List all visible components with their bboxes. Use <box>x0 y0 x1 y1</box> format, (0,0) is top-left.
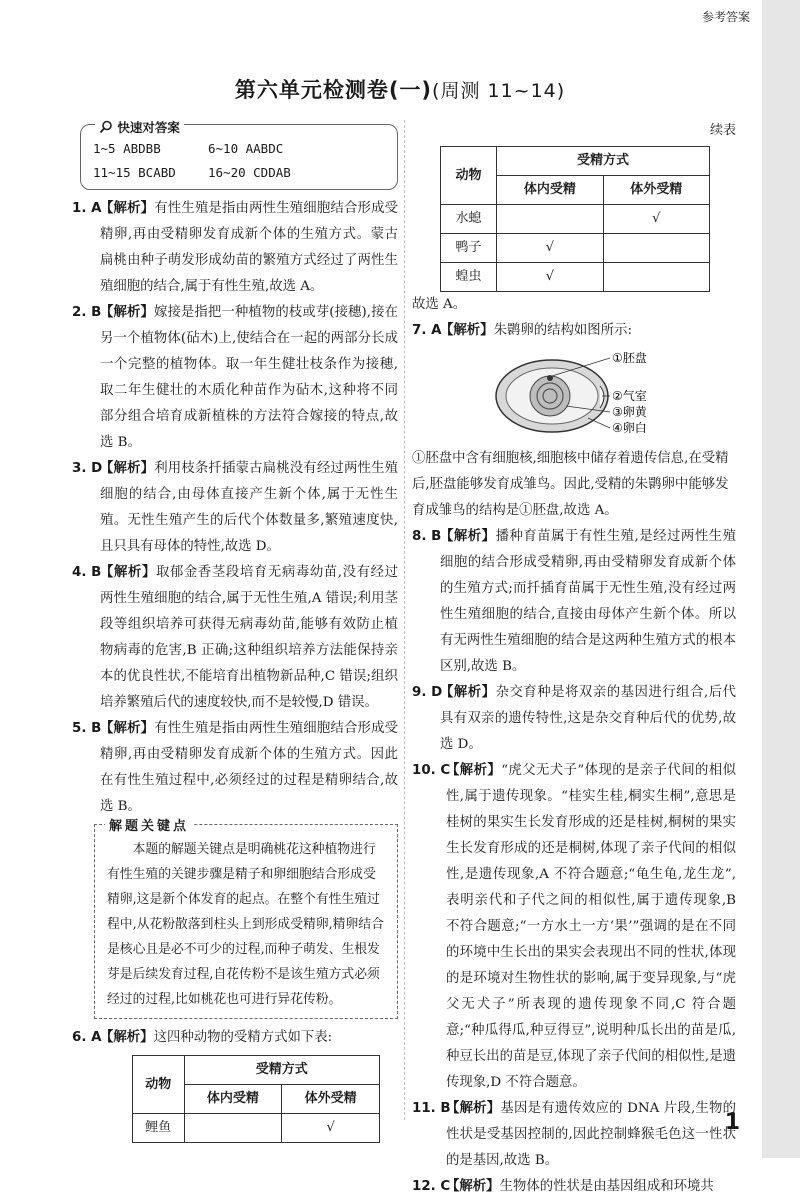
table-conclusion: 故选 A。 <box>412 297 467 312</box>
table-header-animal: 动物 <box>441 147 497 205</box>
table-cell-internal <box>497 205 603 234</box>
table-cell-animal: 鲤鱼 <box>133 1114 185 1143</box>
answer-item-9 <box>412 680 736 758</box>
item-text: 基因是有遗传效应的 DNA 片段,生物的性状是受基因控制的,因此控制蜂猴毛色这一性状的是基因,故选 B。 <box>446 1101 736 1168</box>
item-text: 朱鹮卵的结构如图所示: <box>493 323 632 338</box>
item-number: 11. B <box>412 1101 451 1116</box>
answer-item-10 <box>412 758 736 1096</box>
page-number: 1 <box>724 1110 740 1135</box>
table-cell-animal: 鸭子 <box>441 234 497 263</box>
analysis-tag: 【解析】 <box>100 305 154 320</box>
table-cell-internal <box>184 1114 282 1143</box>
table-header-external: 体外受精 <box>603 176 709 205</box>
table-cell-animal: 蝗虫 <box>441 263 497 292</box>
analysis-tag: 【解析】 <box>446 1179 500 1194</box>
quick-answer-box <box>80 120 398 190</box>
answer-range: 1~5 ABDBB <box>93 141 161 156</box>
table-cell-internal: √ <box>497 234 603 263</box>
answer-range: 6~10 AABDC <box>208 141 284 156</box>
fertilization-table <box>132 1055 380 1143</box>
item-number: 10. C <box>412 763 451 778</box>
item-text: 取郁金香茎段培育无病毒幼苗,没有经过两性生殖细胞的结合,属于无性生殖,A 错误;利用茎段等组织培养可获得无病毒幼苗,能够有效防止植物病毒的危害,B 正确;这种组织培养方法能保持亲本的优良性状,不能培育出植物新品种,C 错误;组织培养繁殖后代的速度较快,而不是较慢,D 错误。 <box>100 565 398 710</box>
egg-yolk <box>530 376 570 416</box>
answer-item-2 <box>72 300 398 456</box>
title-sub: (周测 11~14) <box>432 80 566 102</box>
label-germinal-disc: ①胚盘 <box>612 351 647 365</box>
table-cell-external: √ <box>282 1114 380 1143</box>
analysis-tag: 【解析】 <box>100 1030 154 1045</box>
fertilization-table-continued <box>440 146 710 292</box>
answer-item-4 <box>72 560 398 716</box>
table-cell-internal: √ <box>497 263 603 292</box>
analysis-tag: 【解析】 <box>100 201 155 216</box>
answer-item-1 <box>72 196 398 300</box>
label-albumen: ④卵白 <box>612 421 647 435</box>
item-number: 6. A <box>72 1030 102 1045</box>
egg-structure-figure <box>492 348 692 440</box>
key-point-text: 本题的解题关键点是明确桃花这种植物进行有性生殖的关键步骤是精子和卵细胞结合形成受精卵,这是新个体发育的起点。在整个有性生殖过程中,从花粉散落到柱头上到形成受精卵,精卵结合是核心且是必不可少的过程,而种子萌发、生根发芽是后续发育过程,自花传粉不是该生殖方式必须经过的过程,比如桃花也可进行异花传粉。 <box>107 842 384 1007</box>
table-row <box>441 234 710 263</box>
item-number: 3. D <box>72 461 103 476</box>
analysis-tag: 【解析】 <box>440 529 496 544</box>
answer-range: 16~20 CDDAB <box>208 165 291 180</box>
answer-item-11 <box>412 1096 736 1174</box>
table-cell-external <box>603 263 709 292</box>
item-number: 7. A <box>412 323 442 338</box>
quick-answer-grid <box>93 137 385 185</box>
table-header-internal: 体内受精 <box>184 1085 282 1114</box>
analysis-tag: 【解析】 <box>100 461 155 476</box>
item-text: “虎父无犬子”体现的是亲子代间的相似性,属于遗传现象。“桂实生桂,桐实生桐”,意思是桂树的果实生长发育形成的还是桂树,桐树的果实生长发育形成的还是桐树,体现了亲子代间的相似性,是遗传现象,A 不符合题意;“龟生龟,龙生龙”,表明亲代和子代之间的相似性,属于遗传现象,B 不符合题意;“一方水土一方‘果’”强调的是在不同的环境中生长出的果实会表现出不同的性状,体现的是环境对生物性状的影响,属于变异现象,与“虎父无犬子”所表现的遗传现象不同,C 符合题意;“种瓜得瓜,种豆得豆”,说明种瓜长出的苗是瓜,种豆长出的苗是豆,体现了亲子代间的相似性,是遗传现象,D 不符合题意。 <box>446 763 736 1090</box>
item-number: 4. B <box>72 565 102 580</box>
answer-item-12 <box>412 1174 736 1200</box>
page-title <box>0 74 800 104</box>
egg-diagram <box>492 348 692 440</box>
right-column <box>412 118 736 1200</box>
analysis-tag: 【解析】 <box>446 763 502 778</box>
column-divider <box>404 120 405 1120</box>
analysis-tag: 【解析】 <box>100 565 156 580</box>
table-continued-label: 续表 <box>709 123 736 138</box>
magnifier-icon <box>99 120 113 134</box>
label-air-cell: ②气室 <box>612 389 647 403</box>
item-text: 杂交育种是将双亲的基因进行组合,后代具有双亲的遗传特性,这是杂交育种后代的优势,故选 D。 <box>440 685 736 752</box>
answer-item-8 <box>412 524 736 680</box>
table-header-external: 体外受精 <box>282 1085 380 1114</box>
quick-answer-heading: 快速对答案 <box>95 115 184 141</box>
title-main: 第六单元检测卷(一) <box>234 78 433 102</box>
table-cell-external <box>603 234 709 263</box>
key-point-box <box>94 819 398 1019</box>
item-text: 生物体的性状是由基因组成和环境共 <box>499 1179 714 1194</box>
table-row <box>441 205 710 234</box>
analysis-tag: 【解析】 <box>440 685 496 700</box>
table-cell-external: √ <box>603 205 709 234</box>
answer-item-3 <box>72 456 398 560</box>
left-column <box>72 118 398 1143</box>
item-text: 播种育苗属于有性生殖,是经过两性生殖细胞的结合形成受精卵,再由受精卵发育成新个体的生殖方式;而扦插育苗属于无性生殖,没有经过两性生殖细胞的结合,直接由母体产生新个体。所以有无两性生殖细胞的结合是这两种生殖方式的根本区别,故选 B。 <box>440 529 736 674</box>
item-number: 5. B <box>72 721 102 736</box>
page-edge-strip <box>762 0 800 1158</box>
answer-item-7 <box>412 318 736 344</box>
item-text: 有性生殖是指由两性生殖细胞结合形成受精卵,再由受精卵发育成新个体的生殖方式。蒙古扁桃由种子萌发形成幼苗的繁殖方式经过了两性生殖细胞的结合,属于有性生殖,故选 A。 <box>100 201 399 294</box>
table-row <box>441 263 710 292</box>
table-header-animal: 动物 <box>133 1056 185 1114</box>
analysis-tag: 【解析】 <box>100 721 155 736</box>
label-yolk: ③卵黄 <box>612 405 647 419</box>
answer-item-6 <box>72 1025 398 1051</box>
item-number: 2. B <box>72 305 102 320</box>
item-number: 1. A <box>72 201 102 216</box>
answer-range: 11~15 BCABD <box>93 165 176 180</box>
analysis-tag: 【解析】 <box>440 323 494 338</box>
item-text: 这四种动物的受精方式如下表: <box>153 1030 333 1045</box>
key-point-heading: 解题关键点 <box>105 814 193 839</box>
table-header-method: 受精方式 <box>497 147 710 176</box>
header-label: 参考答案 <box>701 10 750 24</box>
table-cell-animal: 水螅 <box>441 205 497 234</box>
item-7-explanation: ①胚盘中含有细胞核,细胞核中储存着遗传信息,在受精后,胚盘能够发育成雏鸟。因此,受精的朱鹮卵中能够发育成雏鸟的结构是①胚盘,故选 A。 <box>412 451 729 518</box>
item-text: 有性生殖是指由两性生殖细胞结合形成受精卵,再由受精卵发育成新个体的生殖方式。因此在有性生殖过程中,必须经过的过程是精卵结合,故选 B。 <box>100 721 399 814</box>
item-number: 8. B <box>412 529 442 544</box>
item-number: 12. C <box>412 1179 451 1194</box>
table-row <box>133 1114 380 1143</box>
table-header-internal: 体内受精 <box>497 176 603 205</box>
analysis-tag: 【解析】 <box>446 1101 501 1116</box>
item-text: 利用枝条扦插蒙古扁桃没有经过两性生殖细胞的结合,由母体直接产生新个体,属于无性生殖。无性生殖产生的后代个体数量多,繁殖速度快,且只具有母体的特性,故选 D。 <box>100 461 399 554</box>
table-header-method: 受精方式 <box>184 1056 379 1085</box>
answer-item-5 <box>72 716 398 820</box>
item-text: 嫁接是指把一种植物的枝或芽(接穗),接在另一个植物体(砧木)上,使结合在一起的两部分长成一个完整的植物体。取一年生健壮枝条作为接穗,取二年生健壮的木质化种苗作为砧木,这种将不同部分组合培育成新植株的方法符合嫁接的特点,故选 B。 <box>100 305 398 450</box>
item-number: 9. D <box>412 685 443 700</box>
